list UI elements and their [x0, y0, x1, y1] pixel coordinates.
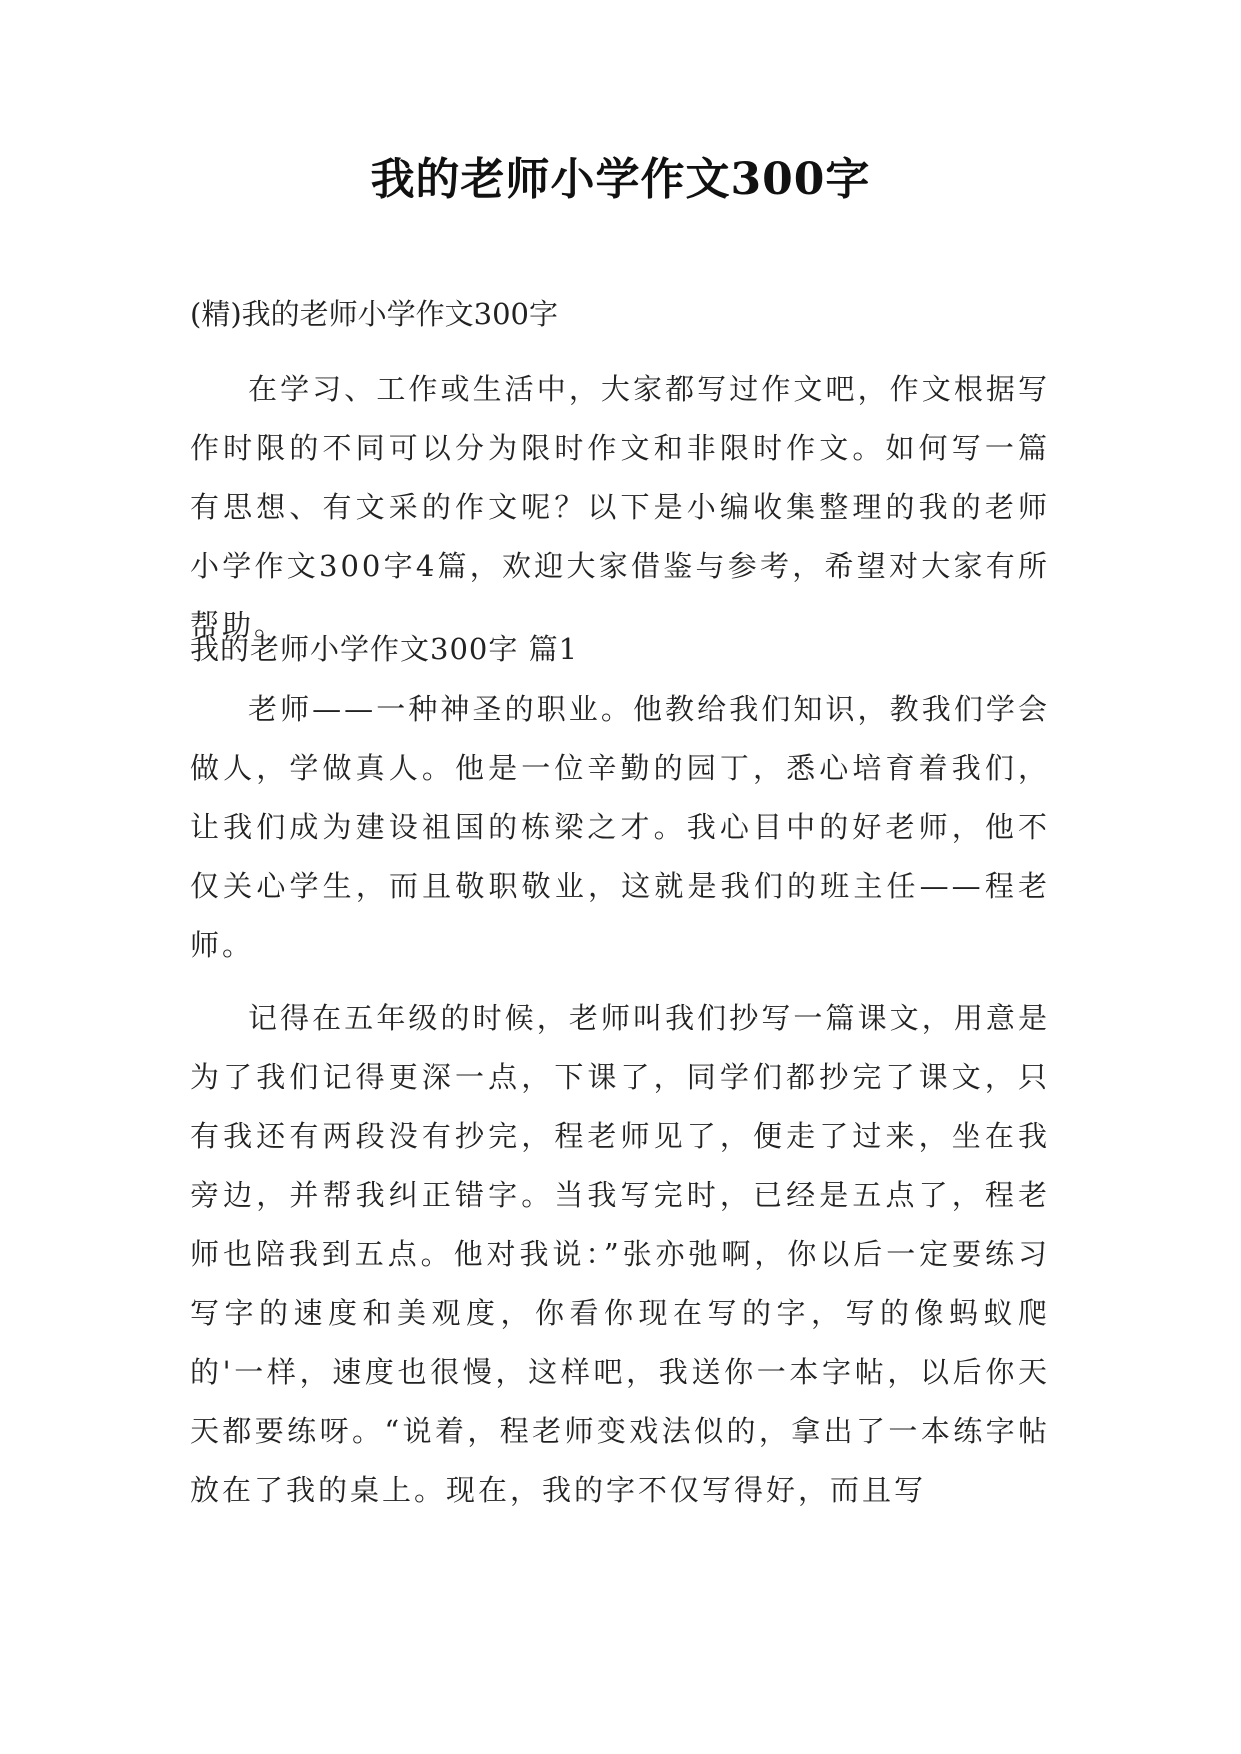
intro-paragraph: 在学习、工作或生活中，大家都写过作文吧，作文根据写作时限的不同可以分为限时作文和非限时作文。如何写一篇有思想、有文采的作文呢？以下是小编收集整理的我的老师小学作文300字4篇，欢迎大家借鉴与参考，希望对大家有所帮助。: [190, 372, 1050, 642]
article-body: [190, 680, 1050, 1520]
body-paragraph: 老师——一种神圣的职业。他教给我们知识，教我们学会做人，学做真人。他是一位辛勤的园丁，悉心培育着我们，让我们成为建设祖国的栋梁之才。我心目中的好老师，他不仅关心学生，而且敬职敬业，这就是我们的班主任——程老师。: [190, 692, 1050, 962]
document-title: 我的老师小学作文300字: [370, 154, 871, 205]
section-heading: 我的老师小学作文300字 篇1: [190, 632, 579, 666]
section-heading-block: [190, 620, 1050, 679]
intro-block: [190, 360, 1050, 655]
document-subtitle: (精)我的老师小学作文300字: [190, 297, 558, 331]
body-paragraph: 记得在五年级的时候，老师叫我们抄写一篇课文，用意是为了我们记得更深一点，下课了，同学们都抄完了课文，只有我还有两段没有抄完，程老师见了，便走了过来，坐在我旁边，并帮我纠正错字。当我写完时，已经是五点了，程老师也陪我到五点。他对我说：”张亦弛啊，你以后一定要练习写字的速度和美观度，你看你现在写的字，写的像蚂蚁爬的'一样，速度也很慢，这样吧，我送你一本字帖，以后你天天都要练呀。“说着，程老师变戏法似的，拿出了一本练字帖放在了我的桌上。现在，我的字不仅写得好，而且写: [190, 1001, 1050, 1507]
